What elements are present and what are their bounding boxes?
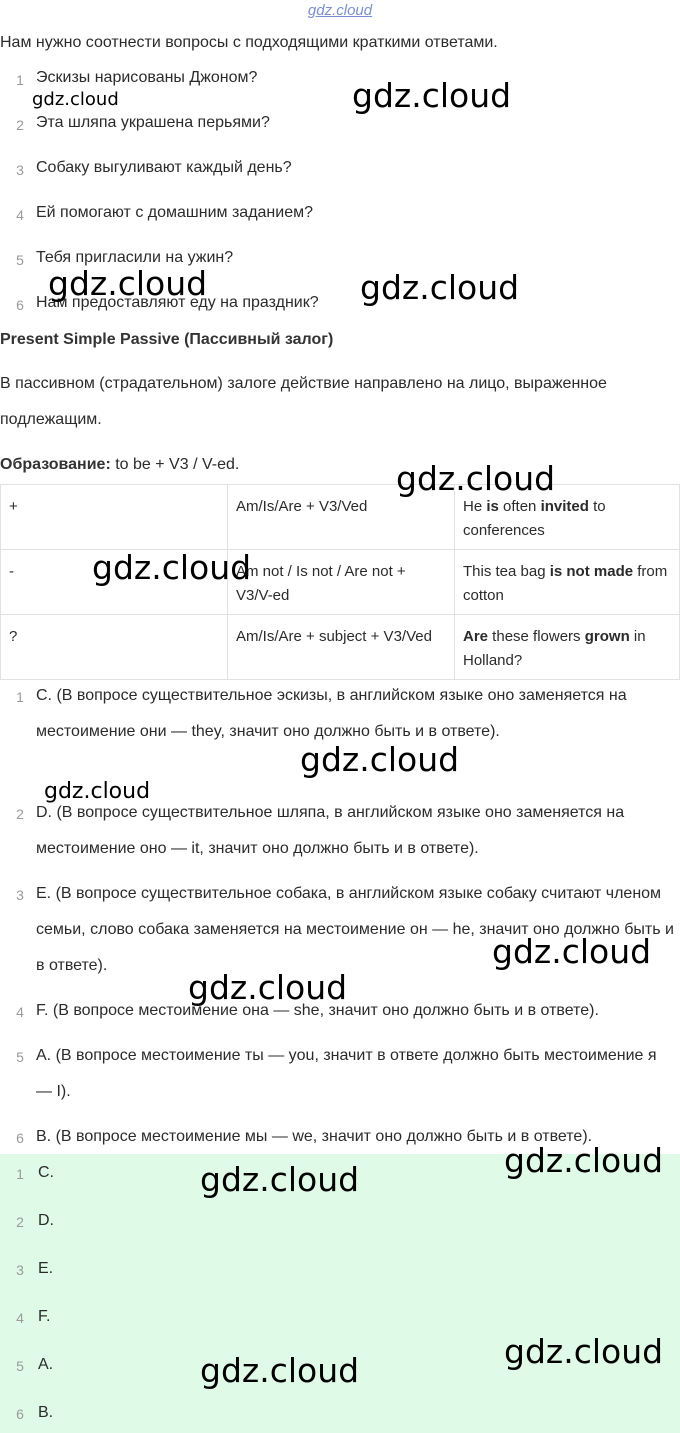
question-text: Собаку выгуливают каждый день? xyxy=(36,159,292,176)
example-part: often xyxy=(498,498,541,515)
watermark: gdz.cloud xyxy=(360,268,520,307)
table-cell-formula: Am/Is/Are + V3/Ved xyxy=(228,485,455,550)
answer-text: E. (В вопросе существительное собака, в английском языке собаку считают членом семьи, слово собака заменяется на местоимение он — he, значит оно должно быть и в ответе). xyxy=(36,885,674,974)
example-part: from cotton xyxy=(463,563,668,604)
watermark: gdz.cloud xyxy=(200,1160,360,1199)
grammar-heading: Present Simple Passive (Пассивный залог) xyxy=(0,331,334,348)
answer-number: 6 xyxy=(16,1130,24,1146)
final-number: 1 xyxy=(16,1166,24,1182)
final-number: 5 xyxy=(16,1358,24,1374)
example-part: in Holland? xyxy=(463,628,646,669)
final-answer: F. xyxy=(38,1308,51,1325)
question-number: 5 xyxy=(16,252,24,268)
table-cell-formula: Am/Is/Are + subject + V3/Ved xyxy=(228,615,455,680)
question-text: Ей помогают с домашним заданием? xyxy=(36,204,313,221)
final-number: 6 xyxy=(16,1406,24,1422)
intro-text: Нам нужно соотнести вопросы с подходящими краткими ответами. xyxy=(0,34,498,51)
answer-text: D. (В вопросе существительное шляпа, в английском языке оно заменяется на местоимение оно — it, значит оно должно быть и в ответе). xyxy=(36,804,625,857)
final-number: 2 xyxy=(16,1214,24,1230)
question-number: 2 xyxy=(16,117,24,133)
final-number: 4 xyxy=(16,1310,24,1326)
site-watermark-top: gdz.cloud xyxy=(307,2,373,19)
formation-label: Образование: xyxy=(0,456,111,473)
question-number: 4 xyxy=(16,207,24,223)
final-answer: B. xyxy=(38,1404,54,1421)
answer-text: A. (В вопросе местоимение ты — you, значит в ответе должно быть местоимение я — I). xyxy=(36,1047,657,1100)
example-part: these flowers xyxy=(488,628,585,645)
watermark: gdz.cloud xyxy=(492,932,652,971)
answer-text: B. (В вопросе местоимение мы — we, значит оно должно быть и в ответе). xyxy=(36,1128,593,1145)
formation-value: to be + V3 / V-ed. xyxy=(110,456,240,473)
table-cell-example xyxy=(455,615,680,680)
watermark: gdz.cloud xyxy=(200,1351,360,1390)
example-part: to conferences xyxy=(463,498,606,539)
watermark: gdz.cloud xyxy=(396,459,556,498)
question-text: Тебя пригласили на ужин? xyxy=(36,249,234,266)
question-text: Эта шляпа украшена перьями? xyxy=(36,114,270,131)
watermark: gdz.cloud xyxy=(504,1141,664,1180)
table-cell-example xyxy=(455,550,680,615)
example-part: He xyxy=(463,498,487,515)
answer-number: 2 xyxy=(16,806,24,822)
example-part: invited xyxy=(540,498,589,515)
question-text: Эскизы нарисованы Джоном? xyxy=(36,69,258,86)
table-row xyxy=(1,615,680,680)
table-cell-formula: Am not / Is not / Are not + V3/V-ed xyxy=(228,550,455,615)
example-part: This tea bag xyxy=(463,563,550,580)
answer-text: F. (В вопросе местоимение она — she, значит оно должно быть и в ответе). xyxy=(36,1002,599,1019)
grammar-description: В пассивном (страдательном) залоге действие направлено на лицо, выраженное подлежащим. xyxy=(0,375,607,428)
watermark: gdz.cloud xyxy=(92,548,252,587)
question-number: 1 xyxy=(16,72,24,88)
final-answer: D. xyxy=(38,1212,54,1229)
watermark: gdz.cloud xyxy=(44,779,151,804)
grammar-formation xyxy=(0,456,239,474)
answer-number: 5 xyxy=(16,1049,24,1065)
table-cell-sign: + xyxy=(1,485,228,550)
table-cell-sign: - xyxy=(1,550,228,615)
question-number: 6 xyxy=(16,297,24,313)
example-part: Are xyxy=(463,628,489,645)
question-number: 3 xyxy=(16,162,24,178)
answer-number: 1 xyxy=(16,689,24,705)
watermark: gdz.cloud xyxy=(188,968,348,1007)
question-text: Нам предоставляют еду на праздник? xyxy=(36,294,319,311)
example-part: is not made xyxy=(549,563,634,580)
table-row xyxy=(1,485,680,550)
final-answer: E. xyxy=(38,1260,54,1277)
final-answer: C. xyxy=(38,1164,54,1181)
watermark: gdz.cloud xyxy=(504,1332,664,1371)
table-cell-sign: ? xyxy=(1,615,228,680)
final-number: 3 xyxy=(16,1262,24,1278)
watermark: gdz.cloud xyxy=(32,89,119,110)
example-part: is xyxy=(486,498,499,515)
answer-number: 3 xyxy=(16,887,24,903)
watermark: gdz.cloud xyxy=(300,740,460,779)
example-part: grown xyxy=(584,628,630,645)
answer-number: 4 xyxy=(16,1004,24,1020)
final-answer: A. xyxy=(38,1356,54,1373)
watermark: gdz.cloud xyxy=(352,76,512,115)
watermark: gdz.cloud xyxy=(48,264,208,303)
answer-text: C. (В вопросе существительное эскизы, в английском языке оно заменяется на местоимение они — they, значит оно должно быть и в ответе). xyxy=(36,687,627,740)
